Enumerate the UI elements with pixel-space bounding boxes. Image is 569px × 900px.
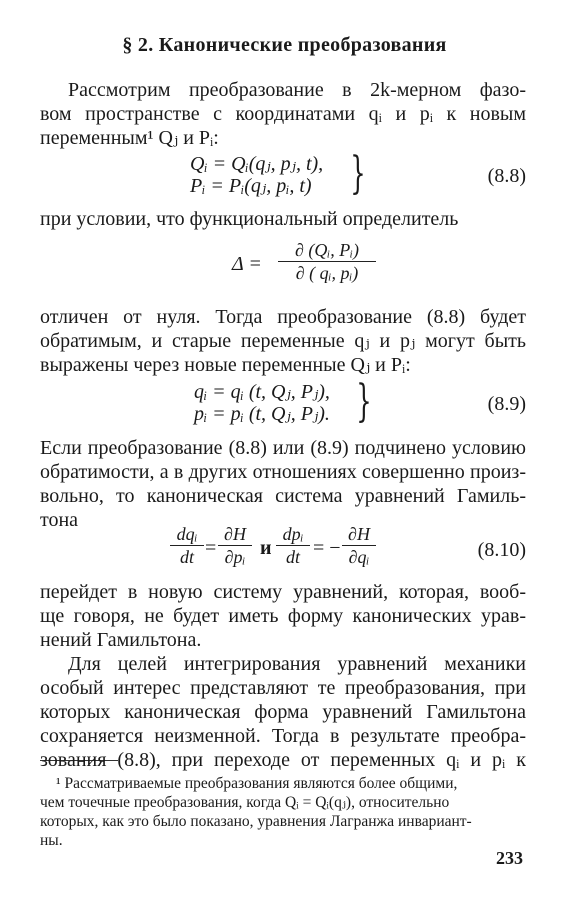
paragraph-3-line-3: выражены через новые переменные Qⱼ и Pᵢ: xyxy=(40,354,411,376)
paragraph-6-line-3: которых каноническая форма уравнений Гамильтона xyxy=(40,701,526,723)
paragraph-4-line-2: обратимости, а в других отношениях совершенно произ- xyxy=(40,461,526,483)
fraction-dH-dp xyxy=(218,524,252,567)
paragraph-4-line-4: тона xyxy=(40,509,79,531)
paragraph-3-line-2: обратимым, и старые переменные qⱼ и pⱼ могут быть xyxy=(40,330,526,352)
fraction-denominator: dt xyxy=(285,547,300,567)
fraction-dq-dt xyxy=(170,524,204,567)
paragraph-1-line-1: Рассмотрим преобразование в 2k-мерном фазо- xyxy=(68,79,526,101)
right-brace-icon: } xyxy=(356,376,372,427)
fraction-denominator: dt xyxy=(179,547,194,567)
jacobian-fraction xyxy=(278,240,376,283)
equation-8-8-line-1: Qᵢ = Qᵢ(qⱼ, pⱼ, t), xyxy=(190,153,324,175)
fraction-dH-dq xyxy=(342,524,376,567)
right-brace-icon: } xyxy=(350,148,366,199)
equation-8-9-number: (8.9) xyxy=(487,393,526,415)
conjunction: и xyxy=(260,537,272,559)
equation-8-8-number: (8.8) xyxy=(487,165,526,187)
paragraph-1-line-3: переменным¹ Qⱼ и Pᵢ: xyxy=(40,127,219,149)
fraction-bar xyxy=(278,261,376,262)
fraction-bar xyxy=(170,545,204,546)
paragraph-4-line-1: Если преобразование (8.8) или (8.9) подчинено условию xyxy=(40,437,526,459)
footnote-line-4: ны. xyxy=(40,832,63,849)
section-title: § 2. Канонические преобразования xyxy=(122,34,447,56)
fraction-bar xyxy=(218,545,252,546)
jacobian-lhs: Δ = xyxy=(232,253,262,275)
footnote-line-1: ¹ Рассматриваемые преобразования являются более общими, xyxy=(56,775,458,792)
jacobian-denominator: ∂ ( qᵢ, pᵢ) xyxy=(295,263,359,283)
fraction-numerator: ∂H xyxy=(224,524,246,544)
paragraph-6-line-4: сохраняется неизменной. Тогда в результате преобра- xyxy=(40,725,526,747)
paragraph-1-line-2: вом пространстве с координатами qᵢ и pᵢ к новым xyxy=(40,103,526,125)
fraction-denominator: ∂qᵢ xyxy=(348,547,370,567)
paragraph-2: при условии, что функциональный определитель xyxy=(40,208,459,230)
paragraph-5-line-1: перейдет в новую систему уравнений, которая, вооб- xyxy=(40,581,526,603)
page-number: 233 xyxy=(496,848,523,868)
equals-sign: = xyxy=(205,537,217,559)
equation-8-9-line-2: pᵢ = pᵢ (t, Qⱼ, Pⱼ). xyxy=(194,403,330,425)
fraction-dp-dt xyxy=(276,524,310,567)
fraction-bar xyxy=(276,545,310,546)
equation-8-9-line-1: qᵢ = qᵢ (t, Qⱼ, Pⱼ), xyxy=(194,381,330,403)
fraction-numerator: ∂H xyxy=(348,524,370,544)
paragraph-6-line-2: особый интерес представляют те преобразования, при xyxy=(40,677,526,699)
footnote-line-2: чем точечные преобразования, когда Qᵢ = Qᵢ(qⱼ), относительно xyxy=(40,794,450,811)
fraction-bar xyxy=(342,545,376,546)
footnote-line-3: которых, как это было показано, уравнения Лагранжа инвариант- xyxy=(40,813,472,830)
paragraph-3-line-1: отличен от нуля. Тогда преобразование (8.8) будет xyxy=(40,306,526,328)
paragraph-5-line-3: нений Гамильтона. xyxy=(40,629,202,651)
equation-8-10-number: (8.10) xyxy=(477,539,526,561)
fraction-numerator: dpᵢ xyxy=(282,524,304,544)
fraction-denominator: ∂pᵢ xyxy=(224,547,246,567)
paragraph-6-line-1: Для целей интегрирования уравнений механики xyxy=(68,653,526,675)
equals-minus-sign: = − xyxy=(313,537,341,559)
fraction-numerator: dqᵢ xyxy=(176,524,198,544)
equation-8-8-line-2: Pᵢ = Pᵢ(qⱼ, pᵢ, t) xyxy=(190,175,312,197)
paragraph-6-line-5: зования (8.8), при переходе от переменных qᵢ и pᵢ к xyxy=(40,749,526,771)
jacobian-numerator: ∂ (Qᵢ, Pᵢ) xyxy=(294,240,360,260)
paragraph-5-line-2: ще говоря, не будет иметь форму канонических урав- xyxy=(40,605,526,627)
paragraph-4-line-3: вольно, то каноническая система уравнений Гамиль- xyxy=(40,485,526,507)
